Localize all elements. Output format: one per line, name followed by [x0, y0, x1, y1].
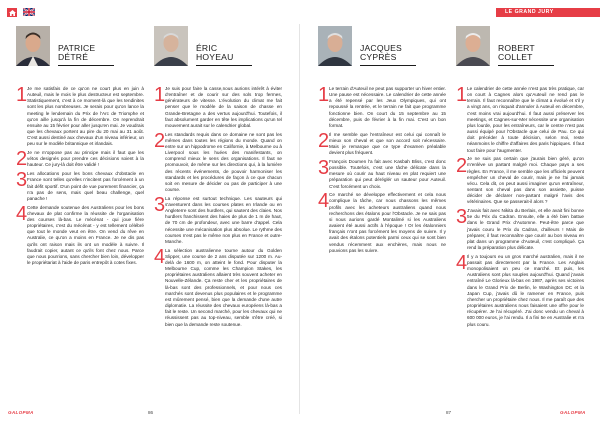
page-number-left: 86 — [148, 410, 154, 415]
answer-list — [456, 86, 584, 330]
home-icon — [9, 10, 16, 16]
juror-name: JACQUES CYPRÈS — [360, 43, 402, 63]
answer-paragraph: 3 Les allocations pour les bons chevaux d'obstacle en France sont telles qu'elles n'incitent pas forcément à un fait défit sportif. D'un point de vue purement financier, ça n'a pas de sens, mais quel beau challenge, quel panache ! — [16, 169, 144, 201]
portrait-photo — [154, 26, 188, 66]
answer-paragraph: 2 Les standards requis dans ce domaine ne sont pas les mêmes dans toutes les régions du monde. Quand on entre sur un hippodrome en Californie, à Melbourne ou à Liverpool sous les huées des manifestants, on comprend mieux le sens des organisations. Il faut se promouvoir, de même sur les directions qui, à la lumière des récents événements, de pouvoir harmoniser les standards et les procédures de façon à ce que chacun soit en mesure de décider ou pas de participer à une course. — [154, 129, 282, 193]
answer-paragraph: 2 Je ne m'oppose pas au principe mais il faut que les vétos designés pour prendre ces décisions soient à la hauteur. Ce jury-là doit être validé ! — [16, 148, 144, 171]
answer-paragraph: 4 Cette demande soutenue des Australiens pour les bons chevaux de plat confirme la réussite de l'organisation des courses là-bas. Le mécénat - qui joue fière propriétaires, c'est du mécénat - y est tellement célébré que tout le monde veut en être. On vend du rêve en Australie, ce qu'on a moins en France. Je ne dis pas qu'ils ont raison mais ils ont un modèle à suivre. Il faudrait copier, autant ce qu'ils font chez nous. Parce que nous pourrions, sans chercher bien loin, développer le propriétariat à l'aide de paris entrepôt à cotes fixes. — [16, 202, 144, 265]
section-title: LE GRAND JURY — [496, 8, 600, 17]
answer-paragraph: 3 La réponse est surtout technique. Les sauteurs qui s'aventurent dans les courses plates en Irlande ou en Angleterre sont des hurdlers, qui sautent des claies. Nos hurdlers franchissent des haies de plus de 1 m de haut, de 70 cm de profondeur, avec une barre d'appel. Cela nécessite une mécanisation plus absolue. Le rythme des courses n'est pas le même non plus en France et outre-Manche. — [154, 194, 282, 244]
uk-flag-icon[interactable] — [23, 8, 35, 16]
answer-paragraph: 2 Je ne suis pas certain que j'aurais bien géré, qu'on m'enlève un partant malgré moi. Chaque pays a ses règles. En France, il me semble que les officiels peuvent empêcher un cheval de courir, mais je ne l'ai jamais vécu. Cela dit, on peut aussi imaginer qu'un entraîneur, sentant son cheval pas dans son assiette, puisse décider de déclarer non-partant malgré l'avis des vétérinaires. Que se passerait-il alors ? — [456, 154, 584, 205]
answer-paragraph: 1 Je me satisfais de ce qu'on ne court plus en juin à Auteuil, mais le mois le plus destructeur est septembre. Statistiquement, c'est à ce moment-là que les tendinites sont les plus nombreuses. Je serais pour qu'on lance la meeting le lendemain du Prix de l'Arc de Triomphe et qu'on aille jusqu'à la fin de décembre. On reprendrait ensuite au 15 février pour aller jusqu'en mai. Je voudrais que les chevaux portent au pire du 20 mai au 31 août. C'est aussi destiné aux chevaux d'un niveau inférieur, un peu sur le modèle britannique et irlandais. — [16, 84, 144, 147]
juror-name: ÉRIC HOYEAU — [196, 43, 234, 63]
answer-paragraph: 3 François Doumen l'a fait avec Kasbah Bliss, c'est donc possible. Toutefois, c'est une tâche délicate dans la mesure où courir au haut niveau en plat requiert une préparation qui peut déréglér un sauteur pour Auteuil. C'est forcément un choix. — [318, 157, 446, 189]
answer-paragraph: 1 Le calendrier de cette année n'est pas très pratique, car on court à Cagnes alors qu'Auteuil ne rend pas le terrain. Il faut reconnaître que le climat a évolué et s'il y a vingt ans, on risquait d'annuler à Auteuil en décembre, c'est moins vrai aujourd'hui. Il faut aussi préserver les meetings, et Cagnes-sur-Mer nécessite une organisation plus lourde, pour les entraîneurs, car le centre n'est pas aussi équipé pour l'Obstacle que celui de Pau. Ce qui doit précéder à toute décision, selon moi, reste néanmoins le chiffre d'affaires des paris hippiques. Il faut tout faire pour l'augmenter. — [456, 84, 584, 153]
answer-list — [318, 86, 446, 256]
juror-name: ROBERT COLLET — [498, 43, 535, 63]
name-divider — [58, 65, 114, 66]
name-divider — [360, 65, 416, 66]
answer-list — [154, 86, 282, 330]
juror-name: PATRICE DÉTRÉ — [58, 43, 96, 63]
home-button[interactable] — [7, 8, 17, 17]
brand-logo-right: GALOPMA — [560, 410, 586, 415]
name-divider — [498, 65, 554, 66]
brand-logo-left: GALOPMA — [8, 410, 34, 415]
portrait-photo — [318, 26, 352, 66]
page-spine — [299, 24, 300, 414]
answer-paragraph: 4 La sélection australienne tourne autour du Golden Slipper, une course de 2 ans disputée sur 1200 m. Au-delà de 1600 m, on atteint le fond. Pour disputer la Melbourne Cup, comme les Champion Stakes, les propriétaires australiens allaient très souvent acheter en Nouvelle-Zélande. Ça reste cher et les propriétaires de là-bas sont des professionnels, et pour nous ces marchés sont devenus plus populaires et le programme est mûrement pensé, bien que la demande d'une autre diplomatie. La réussite des chevaux européens là-bas a fait le reste. Un second marché, pour les chevaux qui ne réussissent pas au top-niveau, semble s'être créé, si bien que la demande reste soutenue. — [154, 245, 282, 327]
answer-paragraph: 4 Ce marché se développe effectivement et cela nous complique la tâche, car nous chassons les mêmes profils avec les acheteurs australiens quand nous recherchons des étalons pour l'Obstacle. Je ne sais pas si nous aurions gardé Montalimé si les Australiens avaient été aussi actifs à l'époque ! Or les étalonniers français n'ont pas forcément les moyens de suivre. Il y avait des étalons potentiels parmi ceux qui se sont bien vendus récemment aux enchères, mais nous ne pouvions pas les suivre. — [318, 190, 446, 253]
answer-paragraph: 1 Je suis pour faire la casse,nous aurions intérêt à éviter d'entraîner et de courir sur des sols trop fermes, générateurs de vitesse. L'évolution du climat me fait penser que le modèle de la saison de chasse en Grande-Bretagne a des vertus aujourd'hui. Toutefois, il faut absolument garder en tête les implications qu'un tel mouvement aurait sur le calendrier global. — [154, 84, 282, 128]
portrait-photo — [456, 26, 490, 66]
answer-paragraph: 1 Le terrain d'Auteuil ne peut pas supporter un hiver entier. Une pause est nécessaire. Le calendrier de cette année a été repensé par les Jeux Olympiques, qui ont repoussé la rentrée, et le terrain ne fait que programme fonctionne bien. On court du 15 septembre au 15 décembre, puis de février à la fin mai. C'est un bon format. — [318, 84, 446, 128]
name-divider — [196, 65, 252, 66]
answer-list — [16, 86, 144, 269]
answer-paragraph: 3 J'avais fait avec Nikita du Berlais, et elle avait fini bonne 5e du Prix du Cadran. Ensuite, elle a été bien battue dans le Grand Prix d'Automne. Peut-être parce que j'avais couru le Prix du Cadran, d'ailleurs ! Mais de préparer, il faut reconnaître que courir au bon niveau en plat dans un programme d'Auteuil, c'est compliqué. Ça rend la préparation plus délicate. — [456, 206, 584, 251]
answer-paragraph: 4 Il y a toujours eu un gros marché australien, mais il ne passait pas directement par la France. Les Anglais monopolisaient un peu ce marché. Et puis, les Australiens sont plus souples aujourd'hui. Quand j'avais entraîné Le Glorieux là-bas en 1987, après ses victoires dans le Grand Prix de Berlin, le Washington DC et la Japan Cup, j'avais dû le ramener en France, puis chercher un propriétaire chez nous. Il me paraît que des propriétaires australiens nous faisaient une offre pour le récupérer. Je l'ai récupéré. J'ai donc vendu un cheval à 600 000 euros, je l'ai rendu. Il a fini 5e en Australie et n'a plus couru. — [456, 252, 584, 327]
portrait-photo — [16, 26, 50, 66]
top-bar — [0, 0, 600, 20]
answer-paragraph: 2 Il me semble que l'entraîneur est celui qui connaît le mieux son cheval et que son accord soit nécessaire. Mais je remarque que ce type d'examen préalable devient plus fréquent. — [318, 129, 446, 156]
page-number-right: 87 — [446, 410, 452, 415]
